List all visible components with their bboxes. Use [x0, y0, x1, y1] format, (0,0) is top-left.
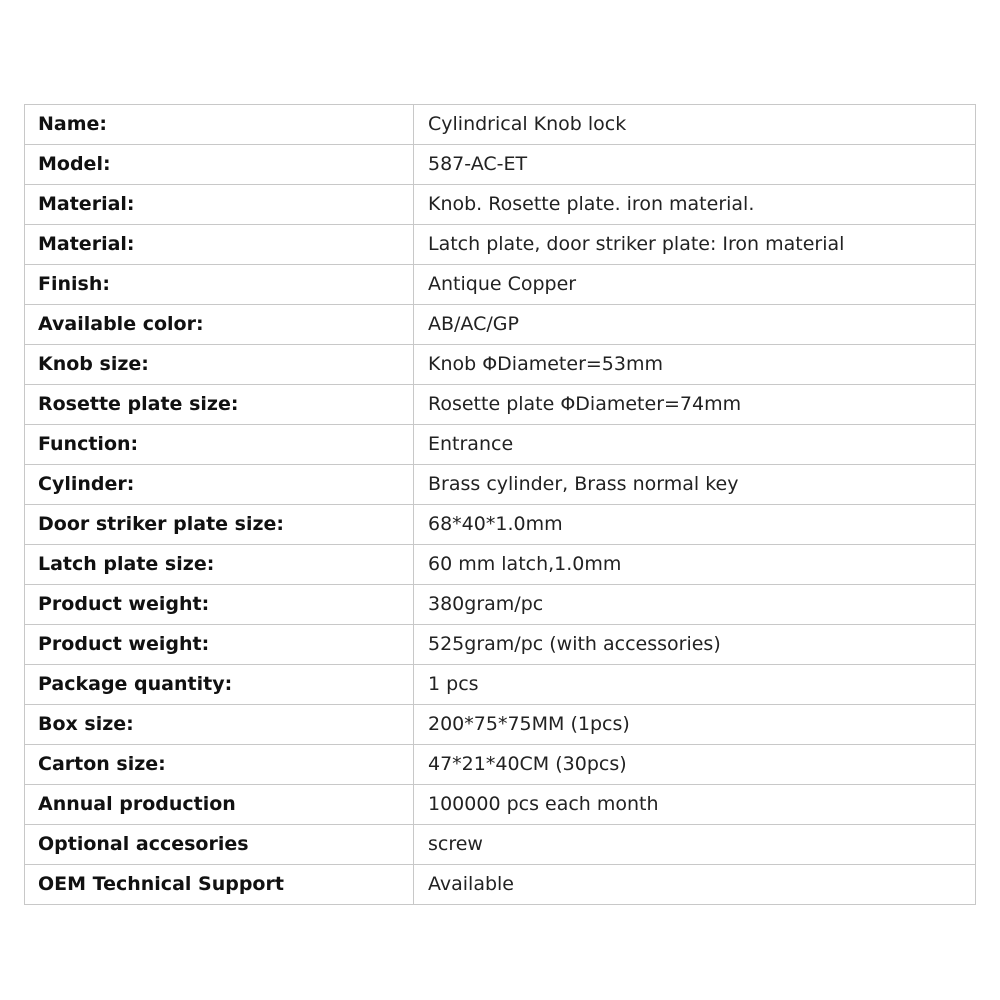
spec-label-function: Function:	[25, 425, 414, 465]
spec-value-latch-plate-size: 60 mm latch,1.0mm	[414, 545, 976, 585]
table-row	[25, 345, 976, 385]
spec-label-annual-production: Annual production	[25, 785, 414, 825]
table-row	[25, 705, 976, 745]
table-row	[25, 185, 976, 225]
spec-label-cylinder: Cylinder:	[25, 465, 414, 505]
table-row	[25, 505, 976, 545]
spec-label-package-quantity: Package quantity:	[25, 665, 414, 705]
table-row	[25, 225, 976, 265]
spec-label-door-striker-plate-size: Door striker plate size:	[25, 505, 414, 545]
spec-label-material: Material:	[25, 185, 414, 225]
spec-value-package-quantity: 1 pcs	[414, 665, 976, 705]
spec-value-carton-size: 47*21*40CM (30pcs)	[414, 745, 976, 785]
spec-value-cylinder: Brass cylinder, Brass normal key	[414, 465, 976, 505]
spec-value-optional-accessories: screw	[414, 825, 976, 865]
spec-value-annual-production: 100000 pcs each month	[414, 785, 976, 825]
table-row	[25, 825, 976, 865]
spec-value-product-weight: 380gram/pc	[414, 585, 976, 625]
table-row	[25, 385, 976, 425]
spec-table-body	[25, 105, 976, 905]
table-row	[25, 665, 976, 705]
spec-label-latch-plate-size: Latch plate size:	[25, 545, 414, 585]
spec-label-available-color: Available color:	[25, 305, 414, 345]
spec-label-rosette-plate-size: Rosette plate size:	[25, 385, 414, 425]
spec-label-product-weight-2: Product weight:	[25, 625, 414, 665]
spec-value-material: Knob. Rosette plate. iron material.	[414, 185, 976, 225]
spec-value-function: Entrance	[414, 425, 976, 465]
spec-label-product-weight: Product weight:	[25, 585, 414, 625]
table-row	[25, 625, 976, 665]
spec-label-optional-accessories: Optional accesories	[25, 825, 414, 865]
table-row	[25, 465, 976, 505]
spec-value-available-color: AB/AC/GP	[414, 305, 976, 345]
table-row	[25, 785, 976, 825]
spec-value-model: 587-AC-ET	[414, 145, 976, 185]
table-row	[25, 585, 976, 625]
spec-value-oem-technical-support: Available	[414, 865, 976, 905]
spec-label-oem-technical-support: OEM Technical Support	[25, 865, 414, 905]
spec-value-finish: Antique Copper	[414, 265, 976, 305]
spec-label-material-2: Material:	[25, 225, 414, 265]
spec-value-door-striker-plate-size: 68*40*1.0mm	[414, 505, 976, 545]
product-spec-table	[24, 104, 976, 905]
spec-value-rosette-plate-size: Rosette plate ΦDiameter=74mm	[414, 385, 976, 425]
spec-value-box-size: 200*75*75MM (1pcs)	[414, 705, 976, 745]
spec-value-material-2: Latch plate, door striker plate: Iron material	[414, 225, 976, 265]
spec-label-finish: Finish:	[25, 265, 414, 305]
table-row	[25, 145, 976, 185]
spec-value-product-weight-2: 525gram/pc (with accessories)	[414, 625, 976, 665]
spec-label-knob-size: Knob size:	[25, 345, 414, 385]
table-row	[25, 105, 976, 145]
spec-label-carton-size: Carton size:	[25, 745, 414, 785]
table-row	[25, 865, 976, 905]
table-row	[25, 745, 976, 785]
table-row	[25, 425, 976, 465]
table-row	[25, 265, 976, 305]
table-row	[25, 545, 976, 585]
spec-label-name: Name:	[25, 105, 414, 145]
spec-label-model: Model:	[25, 145, 414, 185]
table-row	[25, 305, 976, 345]
spec-value-name: Cylindrical Knob lock	[414, 105, 976, 145]
spec-value-knob-size: Knob ΦDiameter=53mm	[414, 345, 976, 385]
spec-label-box-size: Box size:	[25, 705, 414, 745]
